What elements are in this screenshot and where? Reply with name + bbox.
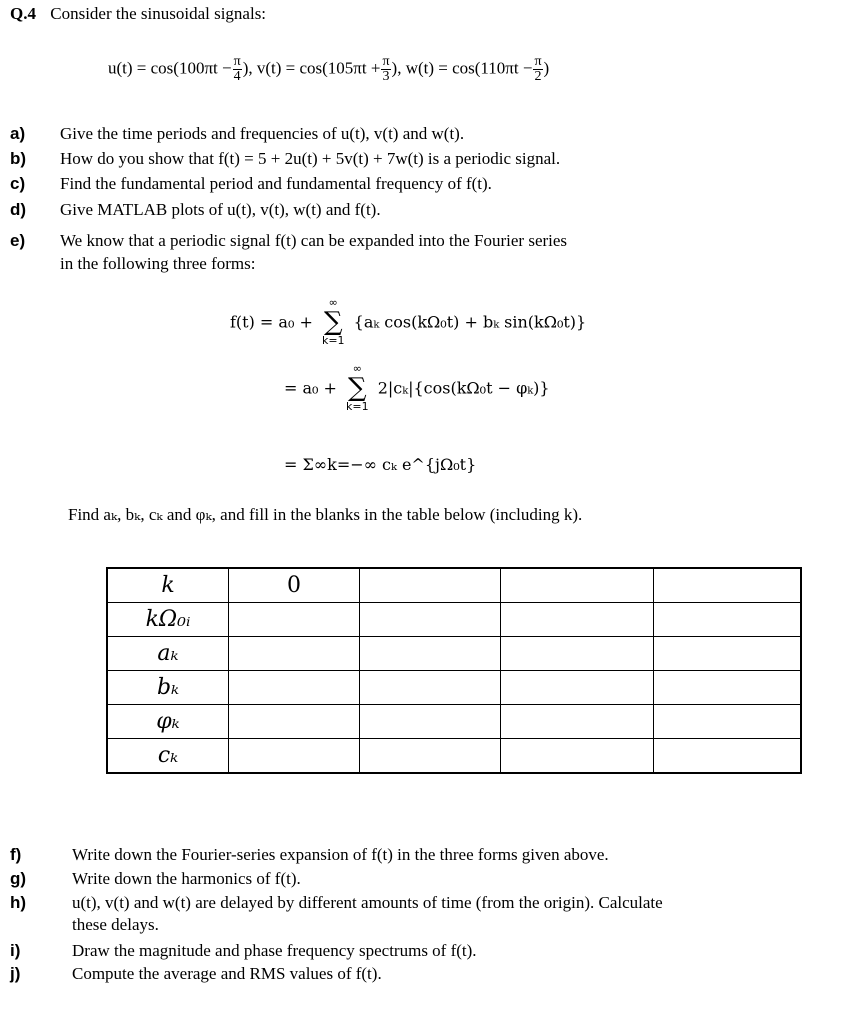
fourier-exponential-form <box>284 455 476 474</box>
u-phase-fraction: $\frac{\pi}{4}$ <box>233 54 241 84</box>
table-cell <box>654 671 802 705</box>
question-header <box>10 4 266 24</box>
table-cell <box>654 603 802 637</box>
table-row <box>107 568 801 603</box>
u-equation: u(t) = cos(100πt − <box>108 58 232 78</box>
part-h-text-cont: these delays. <box>72 915 159 934</box>
table-cell <box>501 637 654 671</box>
part-i-text: Draw the magnitude and phase frequency spectrums of f(t). <box>72 941 477 960</box>
formula3: = Σ∞k=−∞ cₖ e^{jΩ₀t} <box>284 455 477 474</box>
row-header: bₖ <box>107 671 229 705</box>
part-b-text: How do you show that f(t) = 5 + 2u(t) + 5v(t) + 7w(t) is a periodic signal. <box>60 149 561 168</box>
part-f-text: Write down the Fourier-series expansion of f(t) in the three forms given above. <box>72 845 609 864</box>
row-header: kΩ₀ᵢ <box>107 603 229 637</box>
part-f-letter: f) <box>10 845 22 864</box>
signal-equations <box>108 55 549 84</box>
v-equation: ), v(t) = cos(105πt + <box>242 58 381 78</box>
table-cell <box>501 739 654 774</box>
part-d-letter: d) <box>10 200 27 219</box>
fourier-coefficients-table <box>106 567 802 774</box>
table-row <box>107 739 801 774</box>
part-a-letter: a) <box>10 124 26 143</box>
part-c-letter: c) <box>10 174 26 193</box>
fourier-polar-form <box>284 363 550 413</box>
table-cell <box>360 671 501 705</box>
formula1-lhs: f(t) = a₀ + <box>230 312 313 332</box>
part-a-text: Give the time periods and frequencies of u(t), v(t) and w(t). <box>60 124 465 143</box>
table-cell <box>501 568 654 603</box>
table-cell <box>360 568 501 603</box>
part-c-text: Find the fundamental period and fundamental frequency of f(t). <box>60 174 492 193</box>
table-row <box>107 671 801 705</box>
part-i-letter: i) <box>10 941 21 960</box>
row-header: φₖ <box>107 705 229 739</box>
row-header: cₖ <box>107 739 229 774</box>
table-cell <box>654 568 802 603</box>
w-equation-close: ) <box>543 58 550 78</box>
part-j-text: Compute the average and RMS values of f(t). <box>72 964 382 983</box>
part-e-text: We know that a periodic signal f(t) can be expanded into the Fourier series <box>60 231 568 250</box>
formula2-rhs: 2|cₖ|{cos(kΩ₀t − φₖ)} <box>377 378 550 398</box>
table-cell <box>501 705 654 739</box>
part-b-letter: b) <box>10 149 27 168</box>
part-d-text: Give MATLAB plots of u(t), v(t), w(t) and f(t). <box>60 200 381 219</box>
table-cell <box>654 705 802 739</box>
part-e-letter: e) <box>10 231 26 250</box>
table-cell <box>229 671 360 705</box>
table-cell <box>360 603 501 637</box>
table-cell <box>360 637 501 671</box>
table-cell <box>229 739 360 774</box>
table-cell: 0 <box>229 568 360 603</box>
question-intro: Consider the sinusoidal signals: <box>50 4 267 23</box>
row-header: aₖ <box>107 637 229 671</box>
formula1-rhs: {aₖ cos(kΩ₀t) + bₖ sin(kΩ₀t)} <box>353 312 587 332</box>
fourier-trig-form <box>230 297 586 347</box>
table-cell <box>360 739 501 774</box>
table-cell <box>501 603 654 637</box>
table-cell <box>654 637 802 671</box>
table-cell <box>360 705 501 739</box>
table-row <box>107 603 801 637</box>
table-row <box>107 637 801 671</box>
part-g-text: Write down the harmonics of f(t). <box>72 869 301 888</box>
summation-symbol-2: ∞ ∑ k=1 <box>346 362 369 413</box>
table-instruction: Find aₖ, bₖ, cₖ and φₖ, and fill in the blanks in the table below (including k). <box>68 505 583 524</box>
table-cell <box>229 705 360 739</box>
table-cell <box>229 637 360 671</box>
question-number: Q.4 <box>10 4 36 23</box>
table-row <box>107 705 801 739</box>
w-equation: ), w(t) = cos(110πt − <box>391 58 533 78</box>
formula2-lhs: = a₀ + <box>284 378 337 398</box>
row-header: k <box>107 568 229 603</box>
part-e-text-cont: in the following three forms: <box>60 254 256 273</box>
table-cell <box>229 603 360 637</box>
part-h-letter: h) <box>10 893 27 912</box>
table-cell <box>654 739 802 774</box>
part-h-text: u(t), v(t) and w(t) are delayed by different amounts of time (from the origin). Calculate <box>72 893 663 912</box>
table-cell <box>501 671 654 705</box>
w-phase-fraction: $\frac{\pi}{2}$ <box>534 54 542 84</box>
v-phase-fraction: $\frac{\pi}{3}$ <box>382 54 390 84</box>
part-g-letter: g) <box>10 869 27 888</box>
part-j-letter: j) <box>10 964 21 983</box>
summation-symbol-1: ∞ ∑ k=1 <box>321 296 345 347</box>
